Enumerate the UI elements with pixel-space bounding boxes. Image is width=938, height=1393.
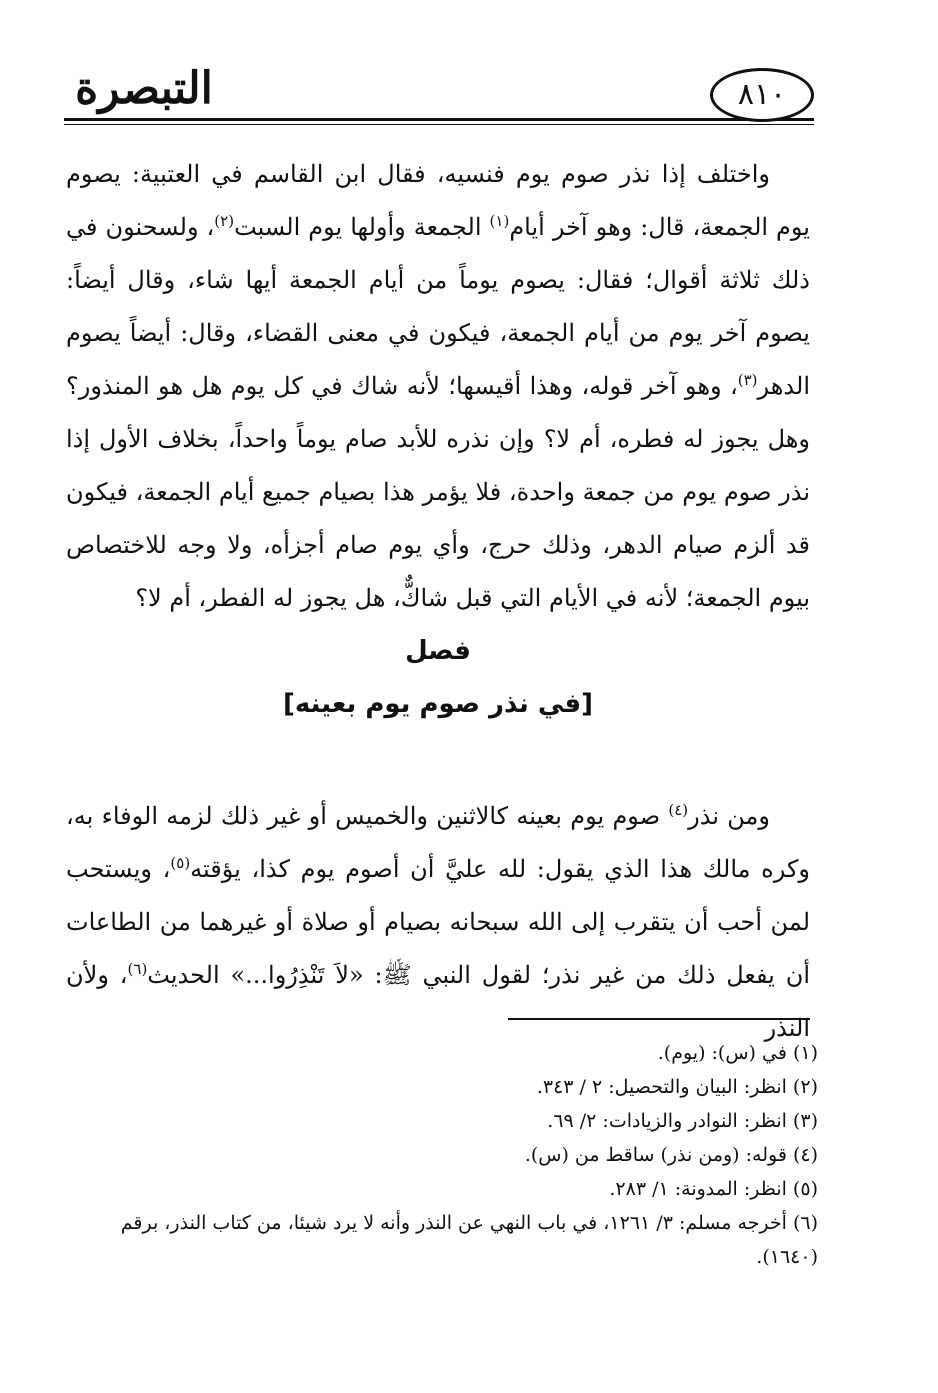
text-segment: ، وهو آخر قوله، وهذا أقيسها؛ لأنه شاك في كل يوم هل هو المنذور؟ وهل يجوز له فطره، أم لا؟ وإن نذره للأبد صام يوماً واحداً، بخلاف الأول إذا نذر صوم يوم من جمعة واحدة، فلا يؤمر هذا بصيام جميع أيام الجمعة، فيكون قد ألزم صيام الدهر، وذلك حرج، وأي يوم صام أجزأه، ولا وجه للاختصاص بيوم الجمعة؛ لأنه في الأيام التي قبل شاكٌّ، هل يجوز له الفطر، أم لا؟ [66,372,811,612]
footnote-item: (٣) انظر: النوادر والزيادات: ٢/ ٦٩. [547,1110,818,1132]
footnote-ref: (٢) [214,212,235,230]
footnote-ref: (٣) [737,371,758,389]
footnote-item: (٦) أخرجه مسلم: ٣/ ١٢٦١، في باب النهي عن النذر وأنه لا يرد شيئا، من كتاب النذر، برقم (١٦٤٠). [120,1212,818,1268]
footnote-item: (٢) انظر: البيان والتحصيل: ٢ / ٣٤٣. [536,1076,818,1098]
footnote-ref: (١) [489,212,510,230]
footnote-item: (٥) انظر: المدونة: ١/ ٢٨٣. [609,1178,818,1200]
text-segment: ومن نذر [688,802,770,830]
book-title: التبصرة [75,63,213,114]
section-subtitle: [في نذر صوم يوم بعينه] [282,689,594,719]
text-segment: ، ولسحنون في ذلك ثلاثة أقوال؛ فقال: يصوم يوماً من أيام الجمعة أيها شاء، وقال أيضاً: يصوم آخر يوم من أيام الجمعة، فيكون في معنى القضاء، وقال: أيضاً يصوم الدهر [66,213,810,400]
text-segment: ، ويستحب لمن أحب أن يتقرب إلى الله سبحانه بصيام أو صلاة أو غيرهما من الطاعات أن يفعل ذلك من غير نذر؛ لقول النبي ﷺ: «لاَ تَنْذِرُوا...» الحديث [66,855,810,989]
footnote-item: (٤) قوله: (ومن نذر) ساقط من (س). [524,1144,818,1166]
text-segment: صوم يوم بعينه كالاثنين والخميس أو غير ذلك لزمه الوفاء به، وكره مالك هذا الذي يقول: لله عليَّ أن أصوم يوم كذا، يؤقته [66,802,810,883]
text-segment: ، ولأن النذر [66,961,810,1042]
paragraph-1 [66,148,810,625]
page-header [64,58,814,122]
footnote-item: (١) في (س): (يوم). [657,1042,818,1064]
footnote-separator [508,1018,810,1020]
footnote-ref: (٦) [127,960,148,978]
section-title: فصل [405,636,471,666]
text-segment: واختلف إذا نذر صوم يوم فنسيه، فقال ابن القاسم في العتبية: يصوم يوم الجمعة، قال: وهو آخر أيام [66,160,810,241]
main-text [66,148,810,731]
header-rule [64,118,814,121]
footnote-ref: (٤) [668,801,689,819]
page-number: ٨١٠ [710,68,814,122]
footnotes [66,1036,818,1274]
text-segment: الجمعة وأولها يوم السبت [234,213,490,241]
footnote-ref: (٥) [170,854,191,872]
header-rule-thin [64,124,814,125]
main-text-continued [66,790,810,1055]
paragraph-2 [66,790,810,1055]
